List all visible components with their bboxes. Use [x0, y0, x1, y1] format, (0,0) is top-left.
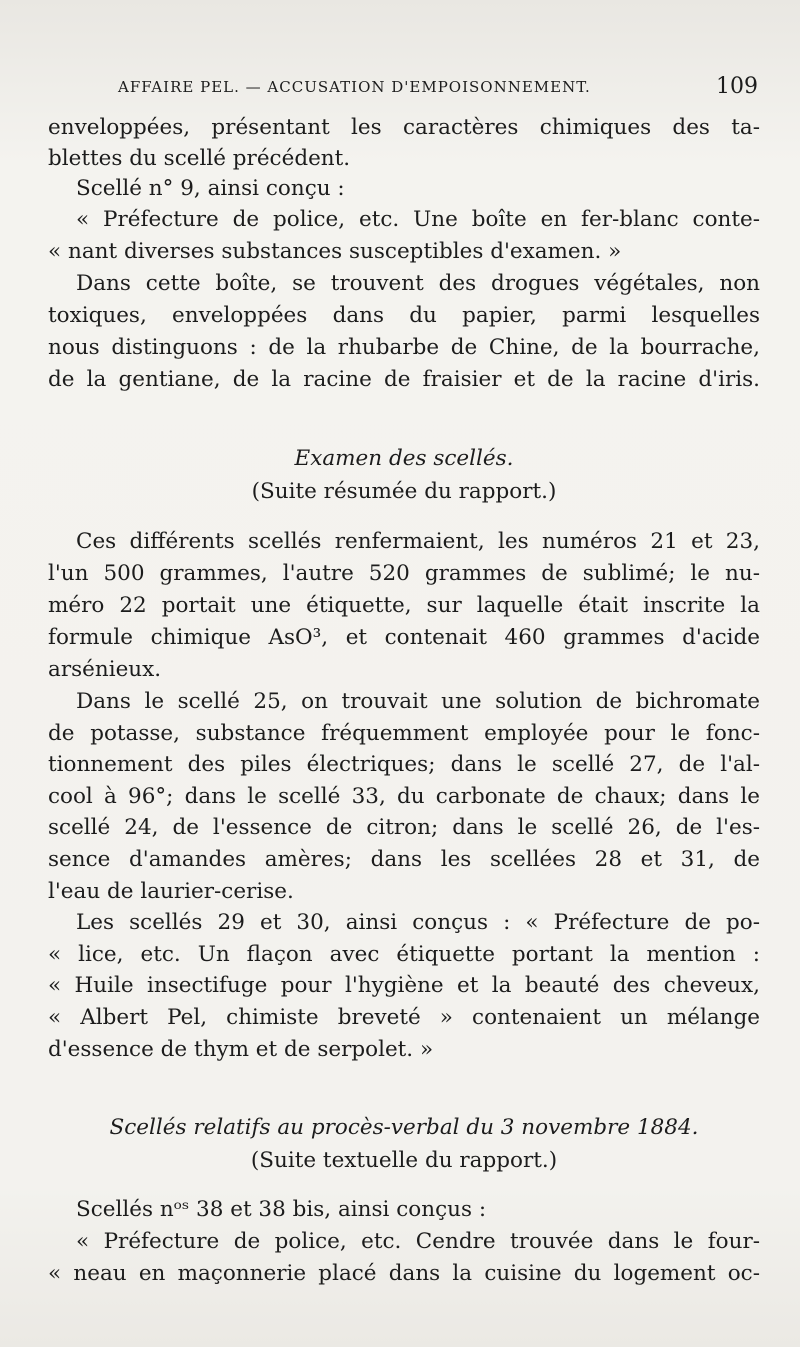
text-line: Scellés relatifs au procès-verbal du 3 novembre 1884.	[109, 1115, 699, 1140]
text-line: Dans le scellé 25, on trouvait une solution de bichromate	[76, 689, 760, 714]
text-line: (Suite résumée du rapport.)	[251, 479, 557, 504]
text-line: « neau en maçonnerie placé dans la cuisine du logement oc-	[48, 1261, 760, 1286]
text-line: de potasse, substance fréquemment employée pour le fonc-	[48, 721, 760, 746]
text-line: toxiques, enveloppées dans du papier, parmi lesquelles	[48, 303, 760, 328]
text-line: nous distinguons : de la rhubarbe de Chine, de la bourrache,	[48, 335, 760, 360]
text-line: scellé 24, de l'essence de citron; dans le scellé 26, de l'es-	[48, 815, 760, 840]
text-line: Les scellés 29 et 30, ainsi conçus : « Préfecture de po-	[76, 910, 760, 935]
text-line: (Suite textuelle du rapport.)	[250, 1148, 558, 1173]
text-line: de la gentiane, de la racine de fraisier et de la racine d'iris.	[48, 367, 760, 392]
text-line: enveloppées, présentant les caractères chimiques des ta-	[48, 115, 760, 140]
text-line: « Préfecture de police, etc. Cendre trouvée dans le four-	[76, 1229, 760, 1254]
text-line: « Huile insectifuge pour l'hygiène et la beauté des cheveux,	[48, 973, 760, 998]
text-line: sence d'amandes amères; dans les scellées 28 et 31, de	[48, 847, 760, 872]
text-line: d'essence de thym et de serpolet. »	[48, 1037, 434, 1062]
text-line: Dans cette boîte, se trouvent des drogues végétales, non	[76, 271, 760, 296]
text-line: tionnement des piles électriques; dans le scellé 27, de l'al-	[48, 752, 760, 777]
running-head-title: AFFAIRE PEL. — ACCUSATION D'EMPOISONNEMENT.	[118, 78, 591, 96]
text-line: cool à 96°; dans le scellé 33, du carbonate de chaux; dans le	[48, 784, 760, 809]
text-line: l'eau de laurier-cerise.	[48, 879, 294, 904]
text-line: méro 22 portait une étiquette, sur laquelle était inscrite la	[48, 593, 760, 618]
text-line: « Préfecture de police, etc. Une boîte en fer-blanc conte-	[76, 207, 760, 232]
text-line: l'un 500 grammes, l'autre 520 grammes de sublimé; le nu-	[48, 561, 760, 586]
text-line: Scellés nᵒˢ 38 et 38 bis, ainsi conçus :	[76, 1197, 487, 1222]
running-head	[118, 74, 758, 106]
text-line: arsénieux.	[48, 657, 162, 682]
text-line: « lice, etc. Un flaçon avec étiquette portant la mention :	[48, 942, 760, 967]
page-number: 109	[716, 74, 758, 99]
text-line: formule chimique AsO³, et contenait 460 grammes d'acide	[48, 625, 760, 650]
text-line: « nant diverses substances susceptibles d'examen. »	[48, 239, 622, 264]
text-line: « Albert Pel, chimiste breveté » contenaient un mélange	[48, 1005, 760, 1030]
text-line: Ces différents scellés renfermaient, les numéros 21 et 23,	[76, 529, 760, 554]
text-line: Examen des scellés.	[294, 446, 514, 471]
text-line: Scellé n° 9, ainsi conçu :	[76, 176, 345, 201]
text-line: blettes du scellé précédent.	[48, 146, 351, 171]
